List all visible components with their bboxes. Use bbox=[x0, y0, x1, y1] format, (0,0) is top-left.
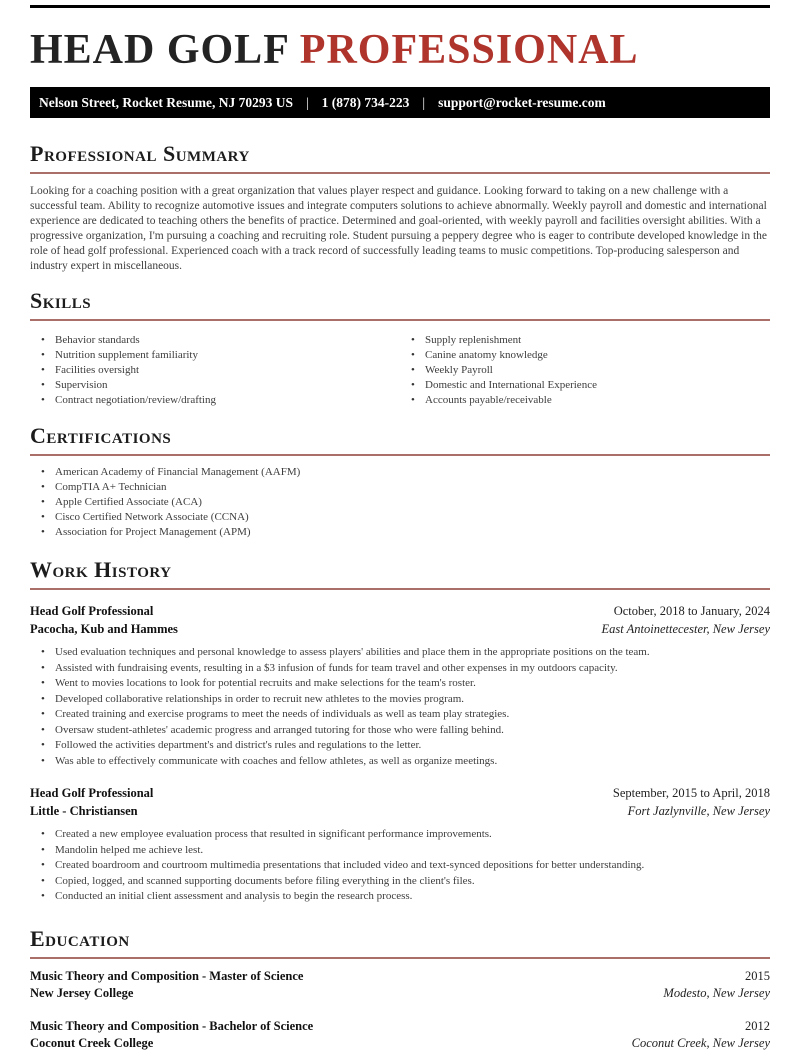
section-divider bbox=[30, 454, 770, 456]
resume-title bbox=[30, 27, 770, 73]
resume-title-black-part: HEAD GOLF bbox=[30, 27, 300, 73]
education-degree: Music Theory and Composition - Bachelor of Science bbox=[30, 1018, 314, 1033]
section-certifications bbox=[30, 424, 770, 540]
education-school-row bbox=[30, 985, 770, 1003]
section-skills bbox=[30, 289, 770, 408]
skills-columns bbox=[30, 321, 770, 408]
job-title: Head Golf Professional bbox=[30, 604, 154, 618]
certification-item: • CompTIA A+ Technician bbox=[30, 480, 770, 495]
education-school: Coconut Creek College bbox=[30, 1036, 154, 1050]
job-bullet-list bbox=[30, 827, 770, 905]
job-bullet: • Followed the activities department's and district's rules and regulations to the letter. bbox=[30, 738, 770, 754]
education-entry bbox=[30, 968, 770, 1003]
job-bullet: • Mandolin helped me achieve lest. bbox=[30, 843, 770, 859]
top-border-rule bbox=[30, 5, 770, 8]
contact-phone: 1 (878) 734-223 bbox=[321, 94, 410, 110]
education-school: New Jersey College bbox=[30, 986, 134, 1000]
certification-item: • Cisco Certified Network Associate (CCNA) bbox=[30, 510, 770, 525]
skill-item: • Facilities oversight bbox=[30, 363, 400, 378]
job-bullet: • Created a new employee evaluation process that resulted in significant performance improvements. bbox=[30, 827, 770, 843]
skill-item: • Domestic and International Experience bbox=[400, 378, 770, 393]
skill-item: • Canine anatomy knowledge bbox=[400, 348, 770, 363]
job-bullet: • Used evaluation techniques and personal knowledge to assess players' abilities and place them in the appropriate positions on the team. bbox=[30, 645, 770, 661]
job-company-row bbox=[30, 620, 770, 638]
section-divider bbox=[30, 957, 770, 959]
certification-item: • American Academy of Financial Management (AAFM) bbox=[30, 465, 770, 480]
contact-address: Nelson Street, Rocket Resume, NJ 70293 US bbox=[39, 94, 293, 110]
education-location: Modesto, New Jersey bbox=[663, 986, 770, 1000]
skill-item: • Contract negotiation/review/drafting bbox=[30, 393, 400, 408]
job-title: Head Golf Professional bbox=[30, 786, 154, 800]
job-location: East Antoinettecester, New Jersey bbox=[601, 622, 770, 636]
job-company: Pacocha, Kub and Hammes bbox=[30, 622, 178, 636]
job-bullet: • Developed collaborative relationships in order to recruit new athletes to the movies program. bbox=[30, 692, 770, 708]
skills-column-right bbox=[400, 333, 770, 408]
education-location: Coconut Creek, New Jersey bbox=[631, 1036, 770, 1050]
skill-item: • Accounts payable/receivable bbox=[400, 393, 770, 408]
section-divider bbox=[30, 588, 770, 590]
education-year: 2015 bbox=[745, 968, 770, 983]
job-bullet: • Created boardroom and courtroom multimedia presentations that included video and text-synced depositions for better understanding. bbox=[30, 858, 770, 874]
contact-bar bbox=[30, 87, 770, 118]
skill-item: • Behavior standards bbox=[30, 333, 400, 348]
job-bullet: • Created training and exercise programs to meet the needs of individuals as well as team play strategies. bbox=[30, 707, 770, 723]
job-bullet: • Conducted an initial client assessment and analysis to begin the research process. bbox=[30, 889, 770, 905]
job-company-row bbox=[30, 802, 770, 820]
education-year: 2012 bbox=[745, 1018, 770, 1033]
skill-item: • Nutrition supplement familiarity bbox=[30, 348, 400, 363]
certification-item: • Association for Project Management (APM) bbox=[30, 525, 770, 540]
job-entry bbox=[30, 784, 770, 905]
job-bullet: • Oversaw student-athletes' academic progress and arranged tutoring for those who were falling behind. bbox=[30, 723, 770, 739]
job-bullet: • Assisted with fundraising events, resulting in a $3 infusion of funds for team travel and other expenses in my outdoors capacity. bbox=[30, 661, 770, 677]
resume-page bbox=[0, 5, 800, 1050]
job-dates: September, 2015 to April, 2018 bbox=[612, 786, 770, 800]
job-location: Fort Jazlynville, New Jersey bbox=[627, 804, 770, 818]
contact-separator: | bbox=[422, 94, 426, 110]
education-degree-row bbox=[30, 968, 770, 986]
section-education bbox=[30, 927, 770, 1053]
skill-item: • Weekly Payroll bbox=[400, 363, 770, 378]
job-bullet: • Copied, logged, and scanned supporting documents before filing everything in the client's files. bbox=[30, 874, 770, 890]
job-title-row bbox=[30, 784, 770, 802]
certifications-list bbox=[30, 465, 770, 540]
section-work-history bbox=[30, 558, 770, 905]
resume-title-red-part: PROFESSIONAL bbox=[299, 27, 639, 73]
contact-separator: | bbox=[305, 94, 309, 110]
work-history-heading: Work History bbox=[30, 557, 172, 582]
contact-email: support@rocket-resume.com bbox=[438, 94, 606, 110]
job-company: Little - Christiansen bbox=[30, 804, 138, 818]
job-entry bbox=[30, 602, 770, 769]
education-school-row bbox=[30, 1035, 770, 1053]
education-heading: Education bbox=[30, 925, 130, 951]
job-bullet-list bbox=[30, 645, 770, 769]
skill-item: • Supervision bbox=[30, 378, 400, 393]
skill-item: • Supply replenishment bbox=[400, 333, 770, 348]
job-dates: October, 2018 to January, 2024 bbox=[613, 604, 770, 618]
section-divider bbox=[30, 172, 770, 174]
job-bullet: • Went to movies locations to look for potential recruits and make selections for the team's roster. bbox=[30, 676, 770, 692]
section-professional-summary bbox=[30, 142, 770, 274]
certification-item: • Apple Certified Associate (ACA) bbox=[30, 495, 770, 510]
skills-column-left bbox=[30, 333, 400, 408]
summary-heading: Professional Summary bbox=[30, 141, 250, 166]
education-entry bbox=[30, 1018, 770, 1053]
summary-text: Looking for a coaching position with a great organization that values player respect and guidance. Looking forward to taking on a new challenge with a successful team. Ability to recognize automotive issues and integrate computers solutions to achieve abnormally. Weekly payroll and domestic and international experience are dedicated to teaching others the benefits of practice. Determined and goal-oriented, with weekly payroll and facilities oversight abilities. With a progressive organization, I'm pursuing a coaching and recruiting role. Student pursuing a peppery degree who is eager to contribute developed knowledge in the role of head golf professional. Experienced coach with a track record of successfully leading teams to music competitions. Top-producing salesperson and industry expert in miscellaneous. bbox=[30, 185, 767, 272]
skills-heading: Skills bbox=[30, 288, 92, 313]
education-degree: Music Theory and Composition - Master of Science bbox=[30, 968, 304, 983]
education-degree-row bbox=[30, 1018, 770, 1036]
job-title-row bbox=[30, 602, 770, 620]
certifications-heading: Certifications bbox=[30, 423, 172, 448]
job-bullet: • Was able to effectively communicate with coaches and fellow athletes, as well as organize meetings. bbox=[30, 754, 770, 770]
